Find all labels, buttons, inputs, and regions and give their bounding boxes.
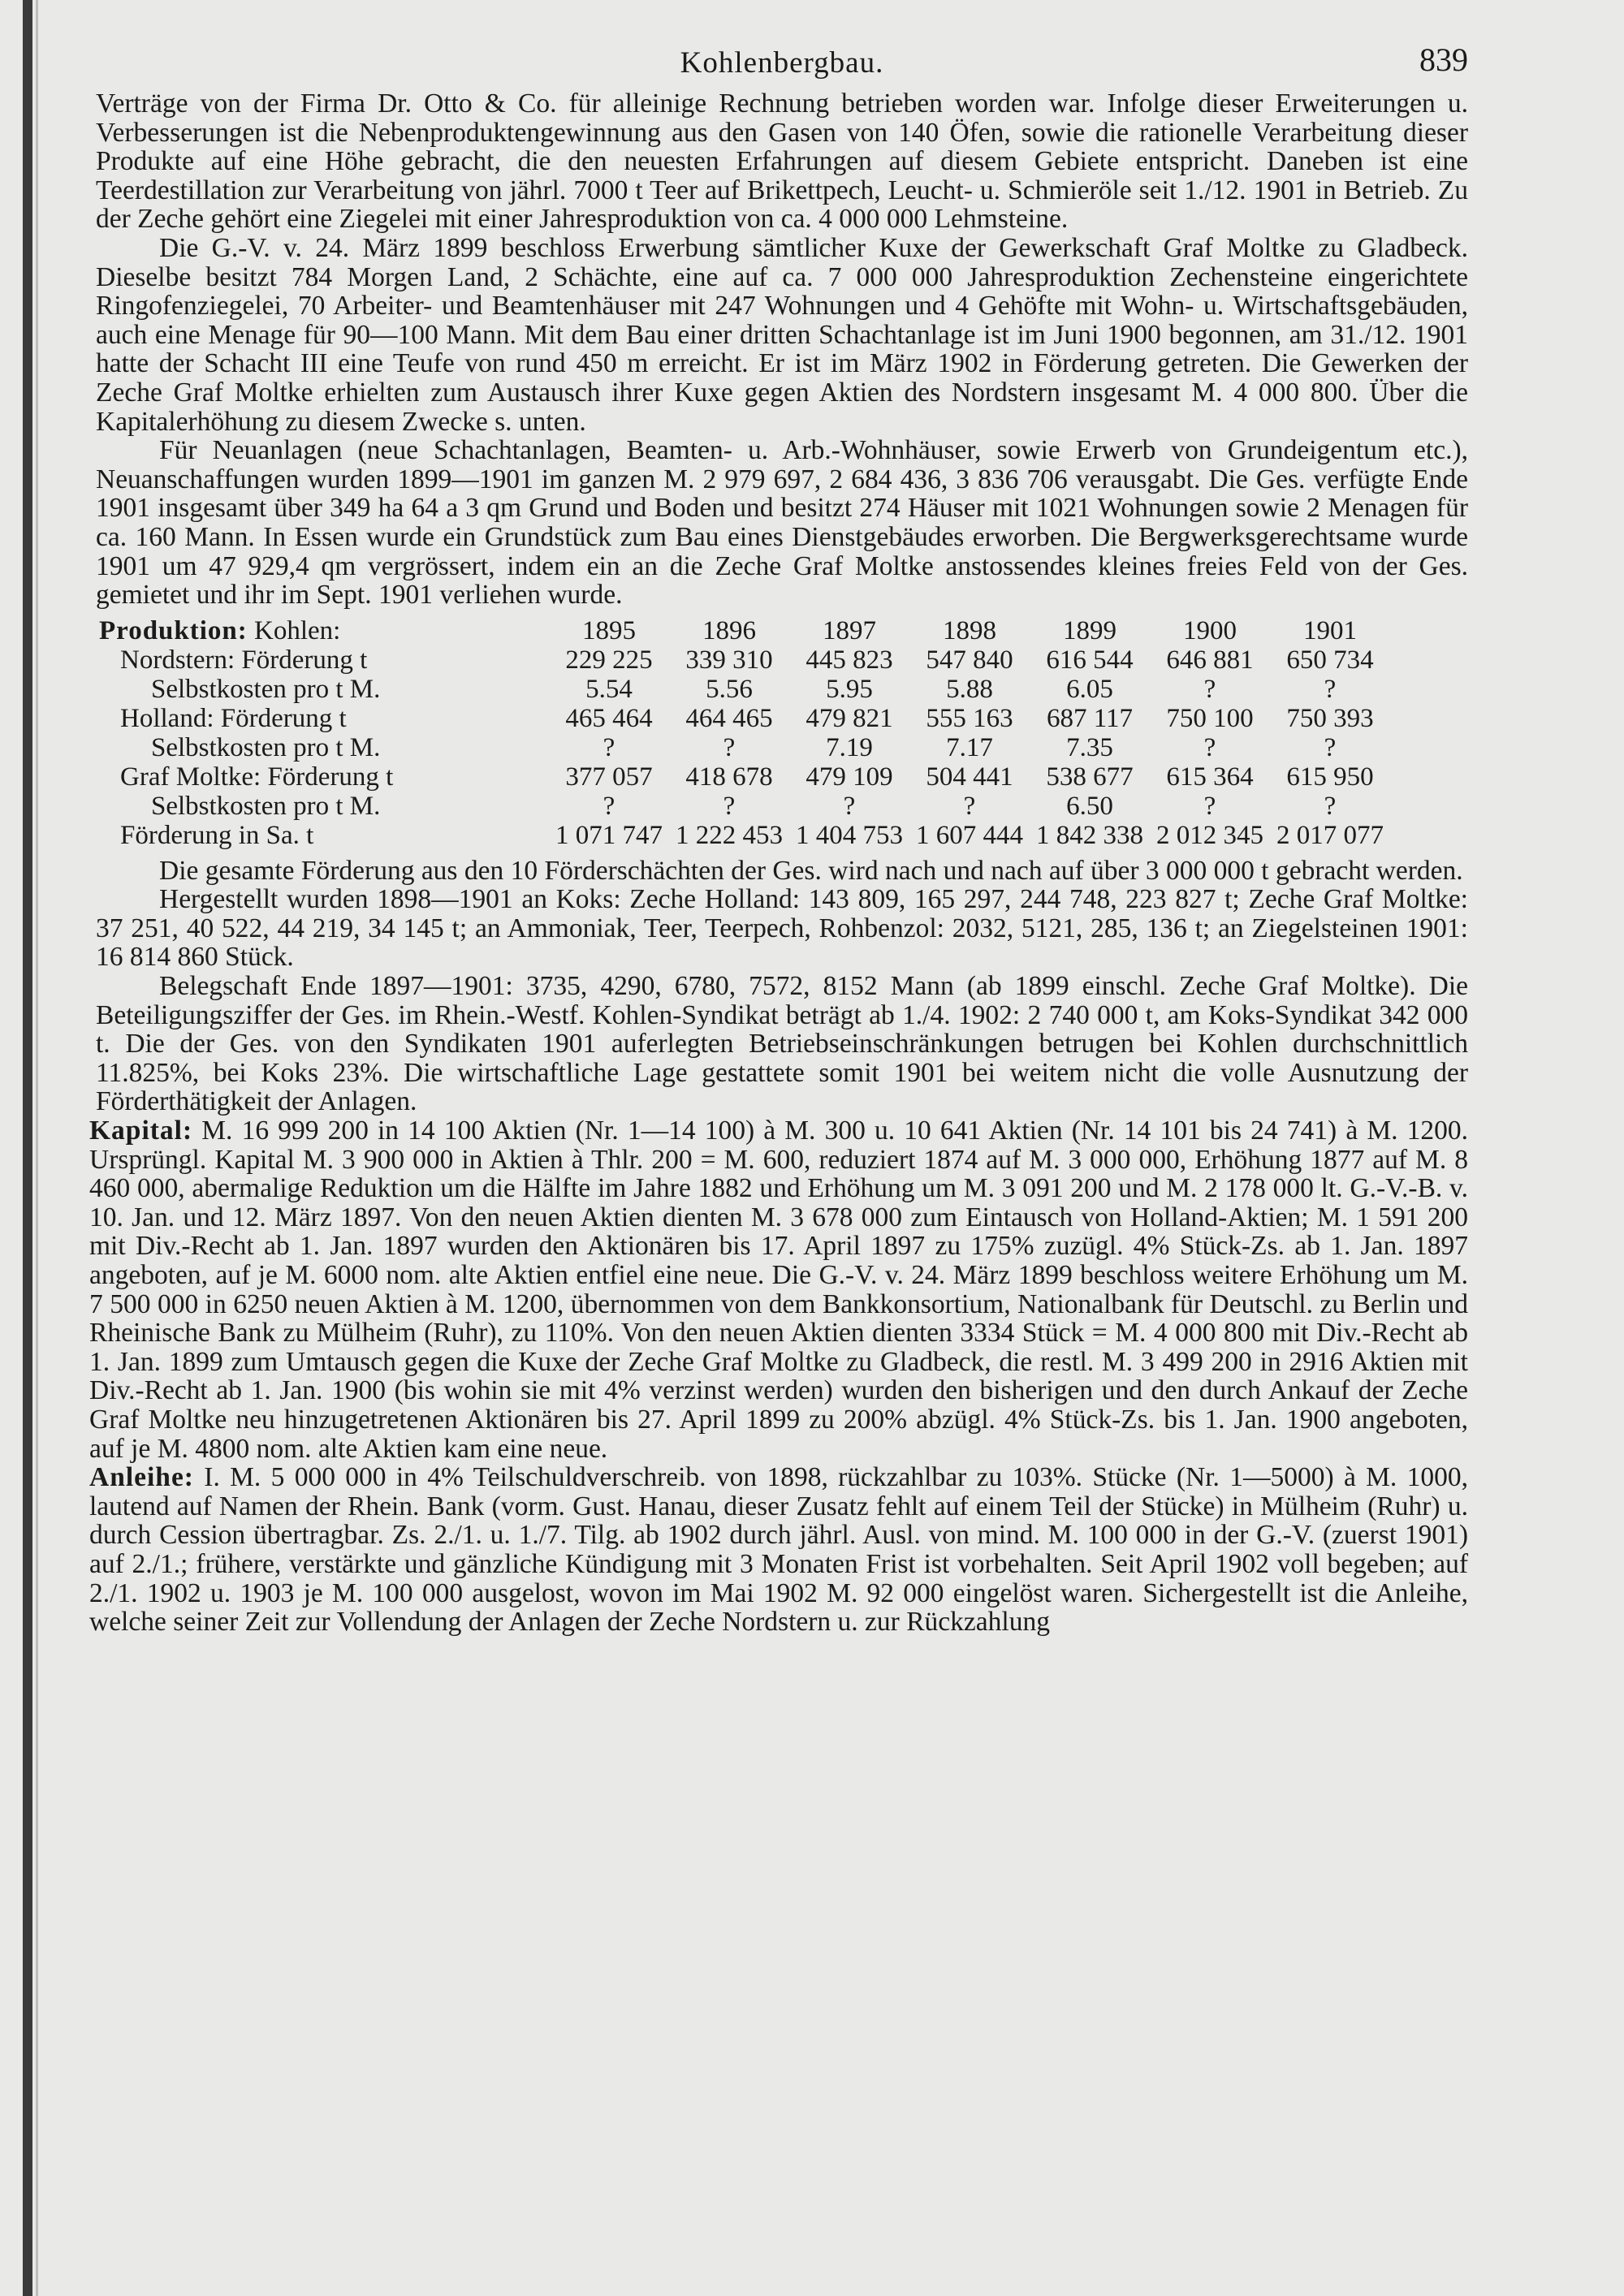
table-row-total xyxy=(93,821,1390,850)
year-cell: 1895 xyxy=(582,615,636,645)
table-cell: 750 100 xyxy=(1166,703,1254,733)
table-cell: ? xyxy=(1324,674,1337,704)
table-cell: 2 017 077 xyxy=(1276,820,1384,850)
kapital-text: M. 16 999 200 in 14 100 Aktien (Nr. 1—14 100) à M. 300 u. 10 641 Aktien (Nr. 14 101 bis 24 741) à M. 1200. Ursprüngl. Kapital M. 3 900 000 in Aktien à Thlr. 200 = M. 600, reduziert 1874 auf M. 3 000 000, Erhöhung 1877 auf M. 8 460 000, abermalige Reduktion um die Hälfte im Jahre 1882 und Erhöhung um M. 3 091 200 und M. 2 178 000 lt. G.-V.-B. v. 10. Jan. und 12. März 1897. Von den neuen Aktien dienten M. 3 678 000 zum Eintausch von Holland-Aktien; M. 1 591 200 mit Div.-Recht ab 1. Jan. 1897 wurden den Aktionären bis 17. April 1897 zu 175% zuzügl. 4% Stück-Zs. ab 1. Jan. 1897 angeboten, auf je M. 6000 nom. alte Aktien entfiel eine neue. Die G.-V. v. 24. März 1899 beschloss weitere Erhöhung um M. 7 500 000 in 6250 neuen Aktien à M. 1200, übernommen von dem Bankkonsortium, Nationalbank für Deutschl. zu Berlin und Rheinische Bank zu Mülheim (Ruhr), zu 110%. Von den neuen Aktien dienten 3334 Stück = M. 4 000 800 mit Div.-Recht ab 1. Jan. 1899 zum Umtausch gegen die Kuxe der Zeche Graf Moltke zu Gladbeck, die restl. M. 3 499 200 in 2916 Aktien mit Div.-Recht ab 1. Jan. 1900 (bis wohin sie mit 4% verzinst werden) wurden den bisherigen und den durch Ankauf der Zeche Graf Moltke neu hinzugetretenen Aktionären bis 27. April 1899 zu 200% abzügl. 4% Stück-Zs. bis 1. Jan. 1900 angeboten, auf je M. 4800 nom. alte Aktien kam eine neue. xyxy=(89,1116,1469,1464)
kapital-label: Kapital: xyxy=(89,1116,193,1146)
anleihe-text: I. M. 5 000 000 in 4% Teilschuldverschreib. von 1898, rückzahlbar zu 103%. Stücke (Nr. 1—5000) à M. 1000, lautend auf Namen der Rhein. Bank (vorm. Gust. Hanau, dieser Zusatz fehlt auf einem Teil der Stücke) in Mülheim (Ruhr) u. durch Cession übertragbar. Zs. 2./1. u. 1./7. Tilg. ab 1902 durch jährl. Ausl. von mind. M. 100 000 in der G.-V. (zuerst 1901) auf 2./1.; frühere, verstärkte und gänzliche Kündigung mit 3 Monaten Frist ist vorbehalten. Seit April 1902 voll begeben; auf 2./1. 1902 u. 1903 je M. 100 000 ausgelost, wovon im Mai 1902 M. 92 000 eingelöst waren. Sichergestellt ist die Anleihe, welche seiner Zeit zur Vollendung der Anlagen der Zeche Nordstern u. zur Rückzahlung xyxy=(89,1462,1468,1638)
table-cell: 1 071 747 xyxy=(555,820,663,850)
table-cell: 7.35 xyxy=(1066,732,1113,762)
table-cell: 229 225 xyxy=(565,645,653,675)
table-cell: 418 678 xyxy=(685,762,773,792)
table-cell: ? xyxy=(603,791,615,821)
table-row xyxy=(93,675,1390,704)
year-cell: 1896 xyxy=(702,615,756,645)
anleihe-label: Anleihe: xyxy=(89,1462,194,1493)
table-cell: 465 464 xyxy=(565,703,653,733)
row-label: Holland: Förderung t xyxy=(120,703,347,733)
table-cell: 464 465 xyxy=(685,703,773,733)
row-label: Nordstern: Förderung t xyxy=(120,645,368,675)
table-row xyxy=(93,762,1390,792)
table-cell: 5.56 xyxy=(706,674,753,704)
table-cell: ? xyxy=(1203,791,1216,821)
row-label: Selbstkosten pro t M. xyxy=(151,674,381,704)
table-cell: ? xyxy=(723,732,736,762)
table-cell: 6.50 xyxy=(1066,791,1113,821)
production-header-row xyxy=(93,616,1390,645)
book-spine-edge xyxy=(23,0,32,2296)
document-page xyxy=(89,41,1469,1638)
table-row xyxy=(93,792,1390,821)
table-cell: 479 821 xyxy=(806,703,893,733)
table-cell: 650 734 xyxy=(1286,645,1374,675)
year-cell: 1899 xyxy=(1063,615,1116,645)
table-cell: 1 404 753 xyxy=(796,820,903,850)
table-row xyxy=(93,733,1390,762)
section-kapital xyxy=(89,1116,1468,1463)
table-cell: 5.88 xyxy=(946,674,993,704)
table-cell: 547 840 xyxy=(926,645,1013,675)
production-table xyxy=(93,616,1390,850)
table-cell: ? xyxy=(1203,732,1216,762)
table-cell: 615 950 xyxy=(1286,762,1374,792)
running-title: Kohlenbergbau. xyxy=(680,46,884,80)
table-row xyxy=(93,704,1390,733)
table-cell: 339 310 xyxy=(685,645,773,675)
table-cell: 504 441 xyxy=(926,762,1013,792)
row-label: Selbstkosten pro t M. xyxy=(151,791,381,821)
year-cell: 1898 xyxy=(943,615,996,645)
table-row xyxy=(93,645,1390,675)
year-cell: 1901 xyxy=(1303,615,1357,645)
table-cell: 479 109 xyxy=(806,762,893,792)
paragraph-belegschaft: Belegschaft Ende 1897—1901: 3735, 4290, 6780, 7572, 8152 Mann (ab 1899 einschl. Zeche Graf Moltke). Die Beteiligungsziffer der Ges. im Rhein.-Westf. Kohlen-Syndikat beträgt ab 1./4. 1902: 2 740 000 t, am Koks-Syndikat 342 000 t. Die der Ges. von den Syndikaten 1901 auferlegten Betriebseinschränkungen betrugen bei Kohlen durchschnittlich 11.825%, bei Koks 23%. Die wirtschaftliche Lage gestattete somit 1901 bei weitem nicht die volle Ausnutzung der Förderthätigkeit der Anlagen. xyxy=(96,971,1468,1117)
table-cell: ? xyxy=(603,732,615,762)
table-cell: ? xyxy=(723,791,736,821)
table-cell: 555 163 xyxy=(926,703,1013,733)
table-cell: 687 117 xyxy=(1046,703,1134,733)
paragraph-continuation: Verträge von der Firma Dr. Otto & Co. für alleinige Rechnung betrieben worden war. Infolge dieser Erweiterungen u. Verbesserungen ist die Nebenproduktengewinnung aus den Gasen von 140 Öfen, sowie die rationelle Verarbeitung dieser Produkte auf eine Höhe gebracht, die den neuesten Erfahrungen auf diesem Gebiete entspricht. Daneben ist eine Teerdestillation zur Verarbeitung von jährl. 7000 t Teer auf Brikettpech, Leucht- u. Schmieröle seit 1./12. 1901 in Betrieb. Zu der Zeche gehört eine Ziegelei mit einer Jahresproduktion von ca. 4 000 000 Lehmsteine. xyxy=(96,88,1468,235)
table-cell: 445 823 xyxy=(806,645,893,675)
paragraph-koks: Hergestellt wurden 1898—1901 an Koks: Zeche Holland: 143 809, 165 297, 244 748, 223 827 t; Zeche Graf Moltke: 37 251, 40 522, 44 219, 34 145 t; an Ammoniak, Teer, Teerpech, Rohbenzol: 2032, 5121, 285, 136 t; an Ziegelsteinen 1901: 16 814 860 Stück. xyxy=(96,884,1468,973)
row-label: Förderung in Sa. t xyxy=(120,820,314,850)
table-cell: 646 881 xyxy=(1166,645,1254,675)
section-anleihe xyxy=(89,1463,1468,1637)
table-cell: 616 544 xyxy=(1046,645,1134,675)
table-cell: 7.19 xyxy=(826,732,873,762)
table-cell: 1 222 453 xyxy=(676,820,783,850)
page-edge-line xyxy=(36,0,38,2296)
year-cell: 1900 xyxy=(1183,615,1237,645)
table-cell: 6.05 xyxy=(1066,674,1113,704)
table-cell: 2 012 345 xyxy=(1156,820,1263,850)
table-cell: 750 393 xyxy=(1286,703,1374,733)
page-number: 839 xyxy=(1419,41,1468,78)
paragraph-neuanlagen: Für Neuanlagen (neue Schachtanlagen, Beamten- u. Arb.-Wohnhäuser, sowie Erwerb von Grundeigentum etc.), Neuanschaffungen wurden 1899—1901 im ganzen M. 2 979 697, 2 684 436, 3 836 706 verausgabt. Die Ges. verfügte Ende 1901 insgesamt über 349 ha 64 a 3 qm Grund und Boden und besitzt 274 Häuser mit 1021 Wohnungen sowie 2 Menagen für ca. 160 Mann. In Essen wurde ein Grundstück zum Bau eines Dienstgebäudes erworben. Die Bergwerksgerechtsame wurde 1901 um 47 929,4 qm vergrössert, indem ein an die Zeche Graf Moltke anstossendes kleines freies Feld von der Ges. gemietet und ihr im Sept. 1901 verliehen wurde. xyxy=(96,435,1468,611)
table-cell: ? xyxy=(963,791,976,821)
table-cell: 5.95 xyxy=(826,674,873,704)
production-label: Produktion: xyxy=(99,615,248,645)
paragraph-graf-moltke: Die G.-V. v. 24. März 1899 beschloss Erwerbung sämtlicher Kuxe der Gewerkschaft Graf Moltke zu Gladbeck. Dieselbe besitzt 784 Morgen Land, 2 Schächte, eine auf ca. 7 000 000 Jahresproduktion Zechensteine eingerichtete Ringofenziegelei, 70 Arbeiter- und Beamtenhäuser mit 247 Wohnungen und 4 Gehöfte mit Wohn- u. Wirtschaftsgebäuden, auch eine Menage für 90—100 Mann. Mit dem Bau einer dritten Schachtanlage ist im Juni 1900 begonnen, am 31./12. 1901 hatte der Schacht III eine Teufe von rund 450 m erreicht. Er ist im März 1902 in Förderung getreten. Die Gewerken der Zeche Graf Moltke erhielten zum Austausch ihrer Kuxe gegen Aktien des Nordstern insgesamt M. 4 000 800. Über die Kapitalerhöhung zu diesem Zwecke s. unten. xyxy=(96,232,1468,437)
production-kohlen-label: Kohlen: xyxy=(254,615,341,645)
table-cell: 5.54 xyxy=(585,674,633,704)
table-cell: 615 364 xyxy=(1166,762,1254,792)
table-cell: ? xyxy=(1324,732,1337,762)
table-cell: ? xyxy=(843,791,856,821)
table-cell: ? xyxy=(1324,791,1337,821)
table-cell: 7.17 xyxy=(946,732,993,762)
page-header xyxy=(96,41,1468,89)
row-label: Selbstkosten pro t M. xyxy=(151,732,381,762)
table-cell: ? xyxy=(1203,674,1216,704)
table-cell: 1 842 338 xyxy=(1036,820,1143,850)
year-cell: 1897 xyxy=(823,615,876,645)
row-label: Graf Moltke: Förderung t xyxy=(120,762,394,792)
table-cell: 1 607 444 xyxy=(916,820,1023,850)
table-cell: 377 057 xyxy=(565,762,653,792)
table-cell: 538 677 xyxy=(1046,762,1134,792)
paragraph-gesamte-foerderung: Die gesamte Förderung aus den 10 Förderschächten der Ges. wird nach und nach auf über 3 000 000 t gebracht werden. xyxy=(159,855,1463,886)
